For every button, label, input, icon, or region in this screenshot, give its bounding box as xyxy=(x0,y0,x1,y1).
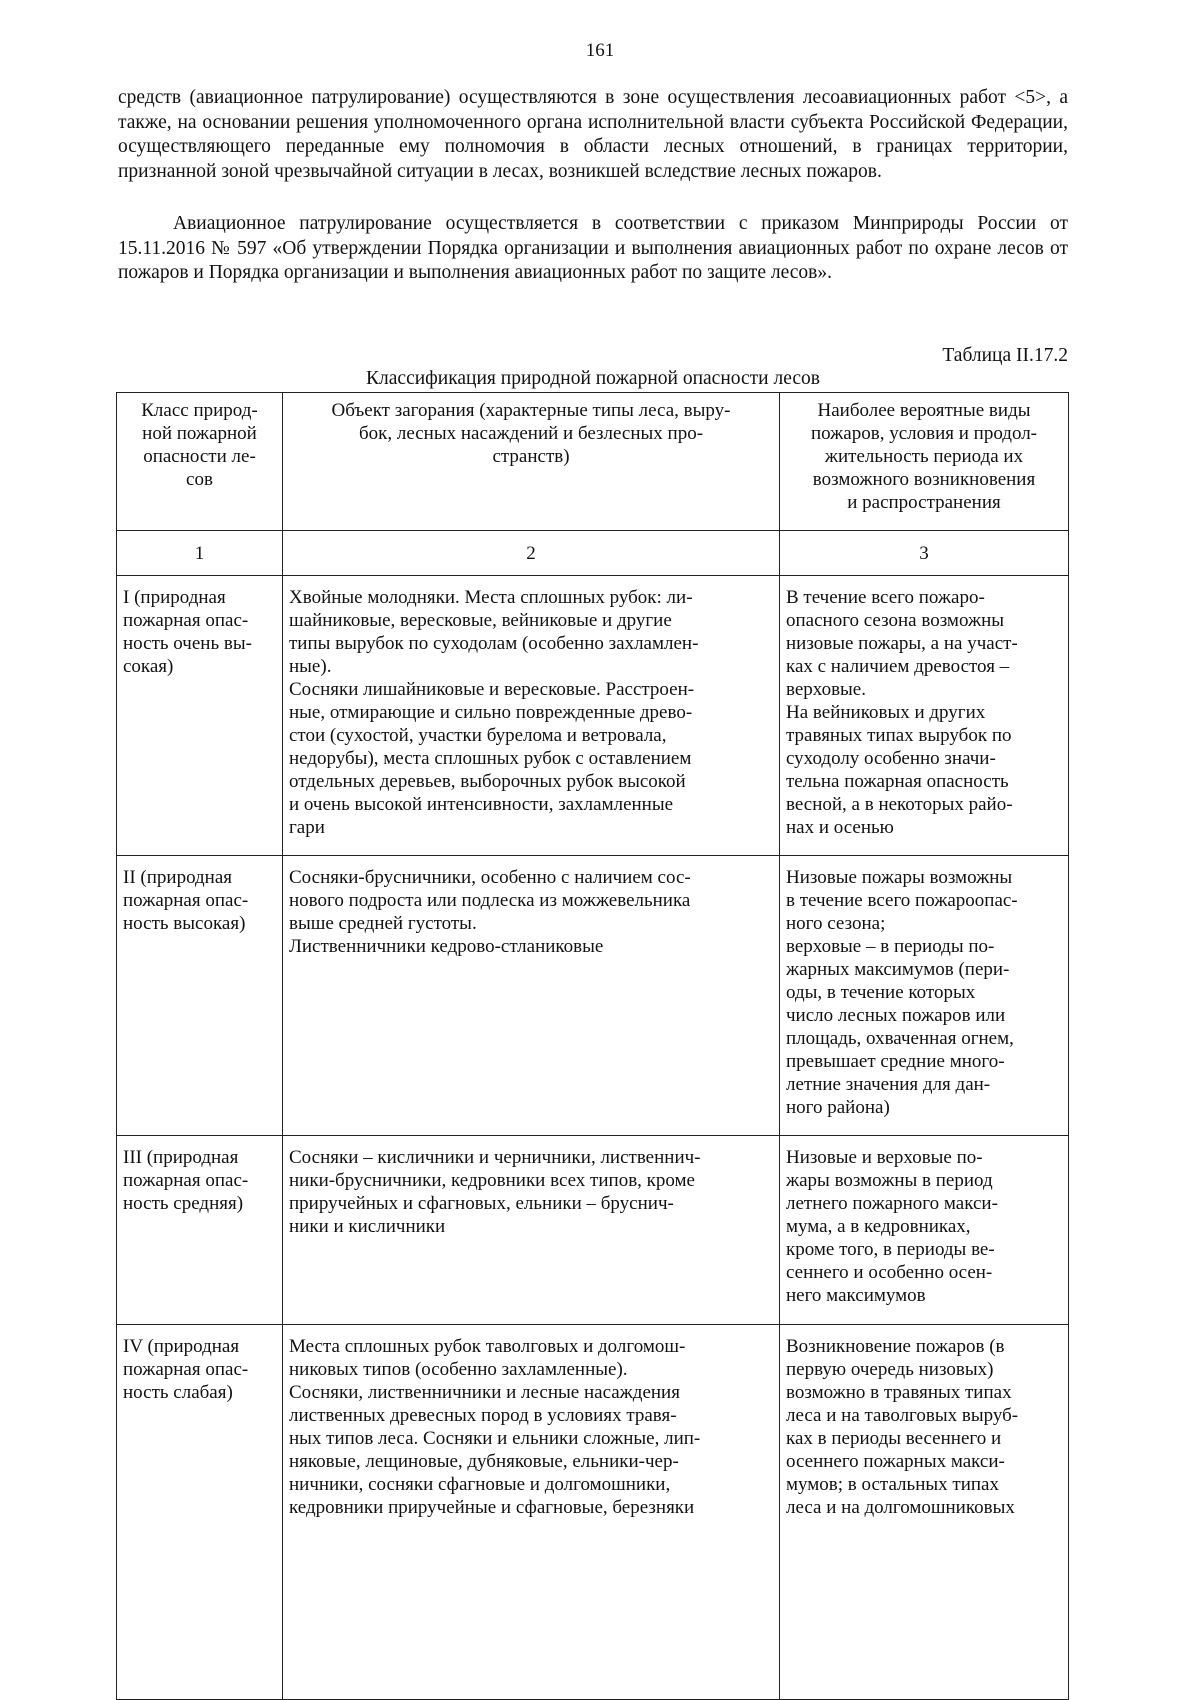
fire-types-cell: Возникновение пожаров (в первую очередь низовых) возможно в травяных типах леса и на таволговых выруб- ках в периоды весеннего и осеннего пожарных макси- мумов; в остальных типах леса и на долгомошниковых xyxy=(780,1325,1069,1700)
class-cell: I (природная пожарная опас- ность очень вы- сокая) xyxy=(117,576,283,856)
paragraph: Авиационное патрулирование осуществляется в соответствии с приказом Минприроды России от 15.11.2016 № 597 «Об утверждении Порядка организации и выполнения авиационных работ по охране лесов от пожаров и Порядка организации и выполнения авиационных работ по защите лесов». xyxy=(118,213,1068,284)
table-row xyxy=(117,1136,1069,1325)
column-number: 1 xyxy=(117,531,283,576)
table-row xyxy=(117,856,1069,1136)
table-title: Классификация природной пожарной опасности лесов xyxy=(366,368,820,389)
object-cell: Сосняки-брусничники, особенно с наличием сос- нового подроста или подлеска из можжевельника выше средней густоты. Лиственничники кедрово-стланиковые xyxy=(283,856,780,1136)
class-cell: III (природная пожарная опас- ность средняя) xyxy=(117,1136,283,1325)
table-header-row xyxy=(117,393,1069,531)
class-cell: II (природная пожарная опас- ность высокая) xyxy=(117,856,283,1136)
object-cell: Места сплошных рубок таволговых и долгомош- никовых типов (особенно захламленные). Сосняки, лиственничники и лесные насаждения лиственных древесных пород в условиях травя- ных типов леса. Сосняки и ельники сложные, лип- няковые, лещиновые, дубняковые, ельники-чер- ничники, сосняки сфагновые и долгомошники, кедровники приручейные и сфагновые, березняки xyxy=(283,1325,780,1700)
column-number: 2 xyxy=(283,531,780,576)
header-cell: Наиболее вероятные виды пожаров, условия и продол- жительность периода их возможного возникновения и распространения xyxy=(780,393,1069,531)
paragraph: средств (авиационное патрулирование) осуществляются в зоне осуществления лесоавиационных работ <5>, а также, на основании решения уполномоченного органа исполнительной власти субъекта Российской Федерации, осуществляющего переданные ему полномочия в области лесных отношений, в границах территории, признанной зоной чрезвычайной ситуации в лесах, возникшей вследствие лесных пожаров. xyxy=(118,87,1068,182)
table-row xyxy=(117,576,1069,856)
column-number: 3 xyxy=(780,531,1069,576)
table-row xyxy=(117,1325,1069,1700)
header-cell: Объект загорания (характерные типы леса, выру- бок, лесных насаждений и безлесных про- странств) xyxy=(283,393,780,531)
table-label: Таблица II.17.2 xyxy=(942,345,1068,366)
fire-types-cell: Низовые пожары возможны в течение всего пожароопас- ного сезона; верховые – в периоды по- жарных максимумов (пери- оды, в течение которых число лесных пожаров или площадь, охваченная огнем, превышает средние много- летние значения для дан- ного района) xyxy=(780,856,1069,1136)
fire-types-cell: В течение всего пожаро- опасного сезона возможны низовые пожары, а на участ- ках с наличием древостоя – верховые. На вейниковых и других травяных типах вырубок по суходолу особенно значи- тельна пожарная опасность весной, а в некоторых райо- нах и осенью xyxy=(780,576,1069,856)
object-cell: Хвойные молодняки. Места сплошных рубок: ли- шайниковые, вересковые, вейниковые и другие типы вырубок по суходолам (особенно захламлен- ные). Сосняки лишайниковые и вересковые. Расстроен- ные, отмирающие и сильно поврежденные древо- стои (сухостой, участки бурелома и ветровала, недорубы), места сплошных рубок с оставлением отдельных деревьев, выборочных рубок высокой и очень высокой интенсивности, захламленные гари xyxy=(283,576,780,856)
fire-danger-classification-table xyxy=(116,392,1069,1700)
column-number-row xyxy=(117,531,1069,576)
object-cell: Сосняки – кисличники и черничники, лиственнич- ники-брусничники, кедровники всех типов, кроме приручейных и сфагновых, ельники – бруснич- ники и кисличники xyxy=(283,1136,780,1325)
header-cell: Класс природ- ной пожарной опасности ле- сов xyxy=(117,393,283,531)
fire-types-cell: Низовые и верховые по- жары возможны в период летнего пожарного макси- мума, а в кедровниках, кроме того, в периоды ве- сеннего и особенно осен- него максимумов xyxy=(780,1136,1069,1325)
page-number: 161 xyxy=(585,40,615,61)
class-cell: IV (природная пожарная опас- ность слабая) xyxy=(117,1325,283,1700)
